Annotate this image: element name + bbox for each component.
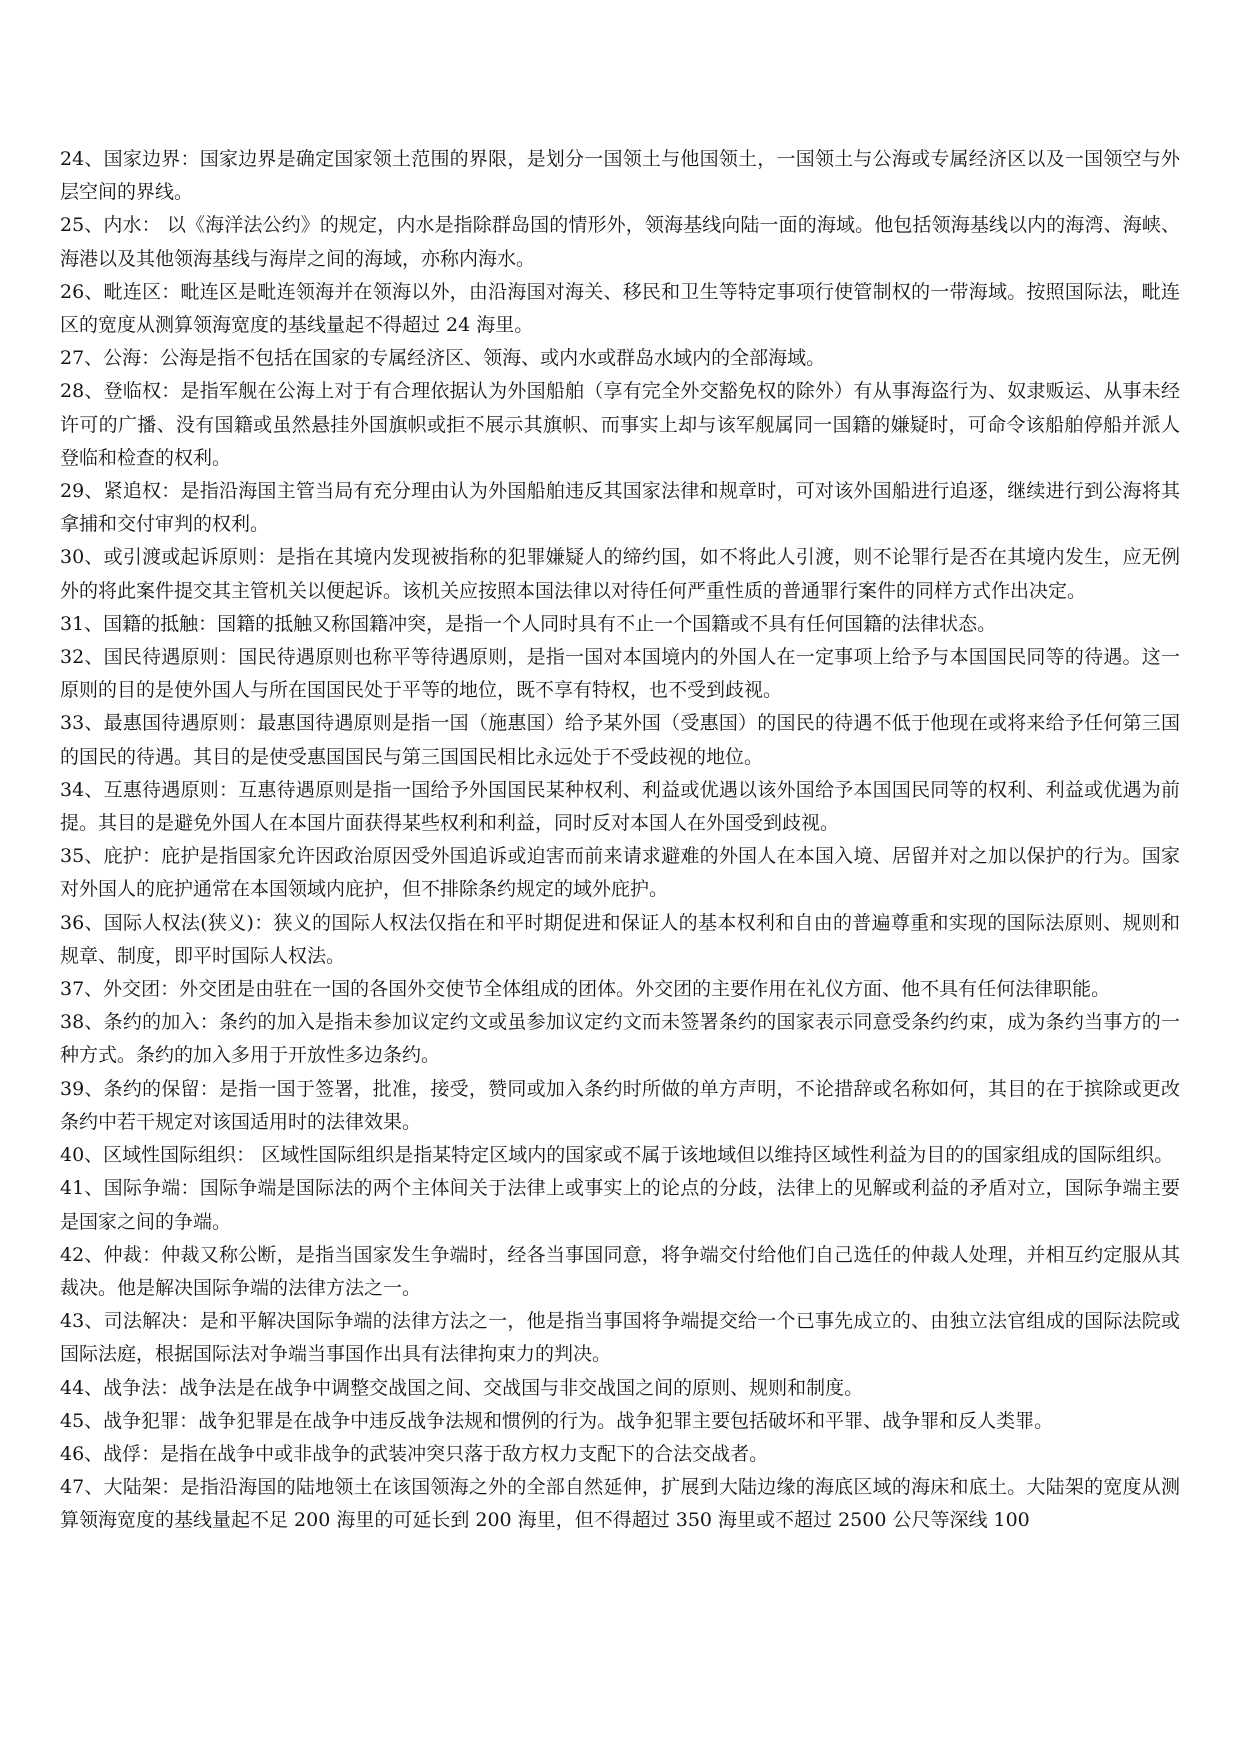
term-entry-29: 29、紧追权：是指沿海国主管当局有充分理由认为外国船舶违反其国家法律和规章时，可对该外国船进行追逐，继续进行到公海将其拿捕和交付审判的权利。 [60,480,1180,536]
term-entry-30: 30、或引渡或起诉原则：是指在其境内发现被指称的犯罪嫌疑人的缔约国，如不将此人引渡，则不论罪行是否在其境内发生，应无例外的将此案件提交其主管机关以便起诉。该机关应按照本国法律以对待任何严重性质的普通罪行案件的同样方式作出决定。 [60,546,1180,602]
term-entry-27: 27、公海：公海是指不包括在国家的专属经济区、领海、或内水或群岛水域内的全部海域。 [60,347,826,370]
term-entry-35: 35、庇护：庇护是指国家允许因政治原因受外国追诉或迫害而前来请求避难的外国人在本国入境、居留并对之加以保护的行为。国家对外国人的庇护通常在本国领域内庇护，但不排除条约规定的域外庇护。 [60,845,1180,901]
term-entry-42: 42、仲裁：仲裁又称公断，是指当国家发生争端时，经各当事国同意，将争端交付给他们自己选任的仲裁人处理，并相互约定服从其裁决。他是解决国际争端的法律方法之一。 [60,1243,1180,1299]
term-entry-38: 38、条约的加入：条约的加入是指未参加议定约文或虽参加议定约文而未签署条约的国家表示同意受条约约束，成为条约当事方的一种方式。条约的加入多用于开放性多边条约。 [60,1011,1180,1067]
term-entry-32: 32、国民待遇原则：国民待遇原则也称平等待遇原则，是指一国对本国境内的外国人在一定事项上给予与本国国民同等的待遇。这一原则的目的是使外国人与所在国国民处于平等的地位，既不享有特权，也不受到歧视。 [60,646,1180,702]
term-entry-34: 34、互惠待遇原则：互惠待遇原则是指一国给予外国国民某种权利、利益或优遇以该外国给予本国国民同等的权利、利益或优遇为前提。其目的是避免外国人在本国片面获得某些权利和利益，同时反对本国人在外国受到歧视。 [60,778,1180,835]
term-entry-45: 45、战争犯罪：战争犯罪是在战争中违反战争法规和惯例的行为。战争犯罪主要包括破坏和平罪、战争罪和反人类罪。 [60,1409,1054,1432]
term-entry-46: 46、战俘：是指在战争中或非战争的武装冲突只落于敌方权力支配下的合法交战者。 [60,1442,769,1465]
term-entry-28: 28、登临权：是指军舰在公海上对于有合理依据认为外国船舶（享有完全外交豁免权的除外）有从事海盗行为、奴隶贩运、从事未经许可的广播、没有国籍或虽然悬挂外国旗帜或拒不展示其旗帜、而事实上却与该军舰属同一国籍的嫌疑时，可命令该船舶停船并派人登临和检查的权利。 [60,380,1180,469]
term-entry-25: 25、内水： 以《海洋法公约》的规定，内水是指除群岛国的情形外，领海基线向陆一面的海域。他包括领海基线以内的海湾、海峡、海港以及其他领海基线与海岸之间的海域，亦称内海水。 [60,214,1180,270]
term-entry-47: 47、大陆架：是指沿海国的陆地领土在该国领海之外的全部自然延伸，扩展到大陆边缘的海底区域的海床和底土。大陆架的宽度从测算领海宽度的基线量起不足 200 海里的可延长到 200 海里，但不得超过 350 海里或不超过 2500 公尺等深线 100 [60,1476,1180,1532]
term-entry-43: 43、司法解决：是和平解决国际争端的法律方法之一，他是指当事国将争端提交给一个已事先成立的、由独立法官组成的国际法院或国际法庭，根据国际法对争端当事国作出具有法律拘束力的判决。 [60,1310,1180,1366]
term-entry-41: 41、国际争端：国际争端是国际法的两个主体间关于法律上或事实上的论点的分歧，法律上的见解或利益的矛盾对立，国际争端主要是国家之间的争端。 [60,1177,1180,1233]
term-entry-36: 36、国际人权法(狭义)：狭义的国际人权法仅指在和平时期促进和保证人的基本权利和自由的普遍尊重和实现的国际法原则、规则和规章、制度，即平时国际人权法。 [60,911,1180,967]
term-entry-40: 40、区域性国际组织： 区域性国际组织是指某特定区域内的国家或不属于该地域但以维持区域性利益为目的的国家组成的国际组织。 [60,1144,1174,1167]
term-entry-44: 44、战争法：战争法是在战争中调整交战国之间、交战国与非交战国之间的原则、规则和制度。 [60,1376,864,1399]
term-entry-39: 39、条约的保留：是指一国于签署，批准，接受，赞同或加入条约时所做的单方声明，不论措辞或名称如何，其目的在于摈除或更改条约中若干规定对该国适用时的法律效果。 [60,1077,1180,1133]
term-entry-24: 24、国家边界：国家边界是确定国家领土范围的界限，是划分一国领土与他国领土，一国领土与公海或专属经济区以及一国领空与外层空间的界线。 [60,148,1180,204]
term-entry-31: 31、国籍的抵触：国籍的抵触又称国籍冲突，是指一个人同时具有不止一个国籍或不具有任何国籍的法律状态。 [60,612,997,635]
document-page [60,143,1180,1538]
term-entry-26: 26、毗连区：毗连区是毗连领海并在领海以外，由沿海国对海关、移民和卫生等特定事项行使管制权的一带海域。按照国际法，毗连区的宽度从测算领海宽度的基线量起不得超过 24 海里。 [60,280,1180,337]
term-entry-37: 37、外交团：外交团是由驻在一国的各国外交使节全体组成的团体。外交团的主要作用在礼仪方面、他不具有任何法律职能。 [60,978,1111,1001]
term-entry-33: 33、最惠国待遇原则：最惠国待遇原则是指一国（施惠国）给予某外国（受惠国）的国民的待遇不低于他现在或将来给予任何第三国的国民的待遇。其目的是使受惠国国民与第三国国民相比永远处于不受歧视的地位。 [60,712,1180,768]
